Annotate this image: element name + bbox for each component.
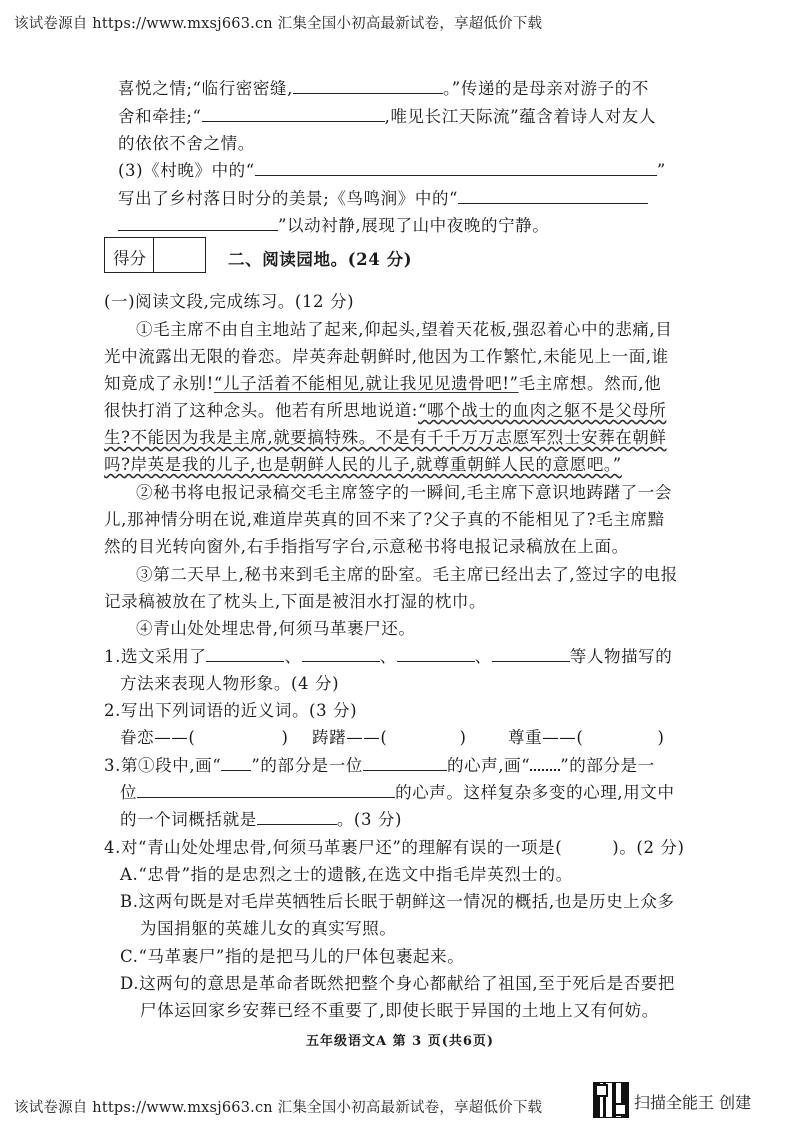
synonym-item xyxy=(508,724,664,748)
passage-line: 儿,那神情分明在说,难道岸英真的回不来了?父子真的不能相见了?毛主席黯 xyxy=(104,510,665,529)
question-3-cont xyxy=(120,779,675,803)
question-4 xyxy=(104,834,685,858)
text: 、 xyxy=(474,647,492,666)
passage-line: 然的目光转向窗外,右手指指写字台,示意秘书将电报记录稿放在上面。 xyxy=(104,537,629,556)
passage-line: ③第二天早上,秘书来到毛主席的卧室。毛主席已经出去了,签过字的电报 xyxy=(136,565,678,584)
answer-blank[interactable] xyxy=(363,756,447,771)
passage-line xyxy=(104,397,666,421)
passage-line: ④青山处处埋忠骨,何须马革裹尸还。 xyxy=(136,619,416,638)
text: ”的部分是一位 xyxy=(251,756,363,775)
passage-heading: (一)阅读文段,完成练习。(12 分) xyxy=(104,292,355,311)
score-box xyxy=(104,237,206,273)
synonym-item xyxy=(120,724,288,748)
text: 喜悦之情;“临行密密缝, xyxy=(118,79,293,98)
question-2: 2.写出下列词语的近义词。(3 分) xyxy=(104,701,358,720)
passage-line: 记录稿被放在了枕头上,下面是被泪水打湿的枕巾。 xyxy=(104,592,487,611)
answer-blank[interactable] xyxy=(137,783,395,798)
text: 踌躇——( xyxy=(312,728,388,747)
option-b: B.这两句既是对毛岸英牺牲后长眠于朝鲜这一情况的概括,也是历史上众多 xyxy=(120,892,675,911)
question-3 xyxy=(104,752,655,776)
wavy-underlined-speech: “哪个战士的血肉之躯不是父母所 xyxy=(417,401,667,420)
text: 、 xyxy=(379,647,397,666)
answer-blank[interactable] xyxy=(206,647,284,662)
text: ” xyxy=(656,161,666,180)
answer-blank[interactable] xyxy=(257,810,337,825)
answer-blank[interactable] xyxy=(302,647,380,662)
fill-line-5 xyxy=(118,185,648,209)
text: 等人物描写的 xyxy=(569,647,673,666)
passage-line: 光中流露出无限的眷恋。岸英奔赴朝鲜时,他因为工作繁忙,未能见上一面,谁 xyxy=(104,347,669,366)
answer-blank[interactable] xyxy=(202,107,385,122)
answer-blank[interactable] xyxy=(397,647,475,662)
text: 知竟成了永别! xyxy=(104,374,214,393)
question-1 xyxy=(104,643,672,667)
text: 的心声,画“ xyxy=(446,756,531,775)
option-d-cont: 尸体运回家乡安葬已经不重要了,即使长眠于异国的土地上又有何妨。 xyxy=(140,1001,659,1020)
text: 位 xyxy=(120,783,138,802)
wavy-underlined-speech: 生?不能因为我是主席,就要搞特殊。不是有千千万万志愿军烈士安葬在朝鲜 xyxy=(104,428,667,447)
answer-blank[interactable] xyxy=(458,189,648,204)
text: 1.选文采用了 xyxy=(104,647,207,666)
text: ,唯见长江天际流”蕴含着诗人对友人 xyxy=(384,107,656,126)
straight-line-sample xyxy=(221,756,251,771)
fill-line-6 xyxy=(118,212,549,236)
divider xyxy=(153,238,154,272)
question-1-cont: 方法来表现人物形象。(4 分) xyxy=(120,674,340,693)
qr-code-icon xyxy=(593,1082,629,1118)
fill-line-4 xyxy=(118,157,666,181)
text: 眷恋——( xyxy=(120,728,196,747)
text: 的一个词概括就是 xyxy=(120,810,257,829)
text: 。(3 分) xyxy=(336,810,403,829)
option-b-cont: 为国捐躯的英雄儿女的真实写照。 xyxy=(140,919,397,938)
text: 写出了乡村落日时分的美景;《鸟鸣涧》中的“ xyxy=(118,189,459,208)
page-footer: 五年级语文A 第 3 页(共6页) xyxy=(306,1034,495,1049)
fill-line-2 xyxy=(118,103,656,127)
option-c: C.“马革裹尸”指的是把马儿的尸体包裹起来。 xyxy=(120,947,465,966)
synonym-item xyxy=(312,724,466,748)
text: ) xyxy=(281,728,289,747)
text: 。”传递的是母亲对游子的不 xyxy=(442,79,649,98)
question-3-cont xyxy=(120,806,402,830)
text: ”的部分是一 xyxy=(560,756,655,775)
bottom-banner: 该试卷源自 https://www.mxsj663.cn 汇集全国小初高最新试卷，享超低价下载 xyxy=(14,1100,543,1116)
answer-blank[interactable] xyxy=(255,161,657,176)
passage-line xyxy=(104,370,661,394)
text: 毛主席想。然而,他 xyxy=(518,374,662,393)
passage-line: ②秘书将电报记录稿交毛主席签字的一瞬间,毛主席下意识地踌躇了一会 xyxy=(136,483,672,502)
text: 舍和牵挂;“ xyxy=(118,107,202,126)
text: ) xyxy=(459,728,467,747)
option-a: A.“忠骨”指的是忠烈之士的遗骸,在选文中指毛岸英烈士的。 xyxy=(120,865,573,884)
fill-line-3: 的依依不舍之情。 xyxy=(118,134,255,153)
passage-line: ①毛主席不由自主地站了起来,仰起头,望着天花板,强忍着心中的悲痛,目 xyxy=(136,320,673,339)
fill-line-1 xyxy=(118,75,649,99)
text: 很快打消了这种念头。他若有所思地说道: xyxy=(104,401,418,420)
text: ) xyxy=(657,728,665,747)
wavy-underlined-speech: 吗?岸英是我的儿子,也是朝鲜人民的儿子,就尊重朝鲜人民的意愿吧。” xyxy=(104,455,622,474)
answer-blank[interactable] xyxy=(118,216,278,231)
scanner-watermark: 扫描全能王 创建 xyxy=(634,1093,752,1112)
section-title: 二、阅读园地。(24 分) xyxy=(228,250,413,269)
answer-blank[interactable] xyxy=(293,79,443,94)
text: 尊重——( xyxy=(508,728,584,747)
option-d: D.这两句的意思是革命者既然把整个身心都献给了祖国,至于死后是否要把 xyxy=(120,974,676,993)
text: ”以动衬静,展现了山中夜晚的宁静。 xyxy=(278,216,550,235)
header-banner: 该试卷源自 https://www.mxsj663.cn 汇集全国小初高最新试卷，享超低价下载 xyxy=(14,16,543,32)
text: 4.对“青山处处埋忠骨,何须马革裹尸还”的理解有误的一项是( xyxy=(104,838,563,857)
wavy-line-sample xyxy=(530,755,560,771)
score-label: 得分 xyxy=(113,249,146,268)
text: (3)《村晚》中的“ xyxy=(118,161,255,180)
underlined-thought: “儿子活着不能相见,就让我见见遗骨吧!” xyxy=(213,374,519,393)
text: 3.第①段中,画“ xyxy=(104,756,222,775)
text: 的心声。这样复杂多变的心理,用文中 xyxy=(395,783,675,802)
answer-blank[interactable] xyxy=(492,647,570,662)
text: )。(2 分) xyxy=(612,838,685,857)
text: 、 xyxy=(284,647,302,666)
